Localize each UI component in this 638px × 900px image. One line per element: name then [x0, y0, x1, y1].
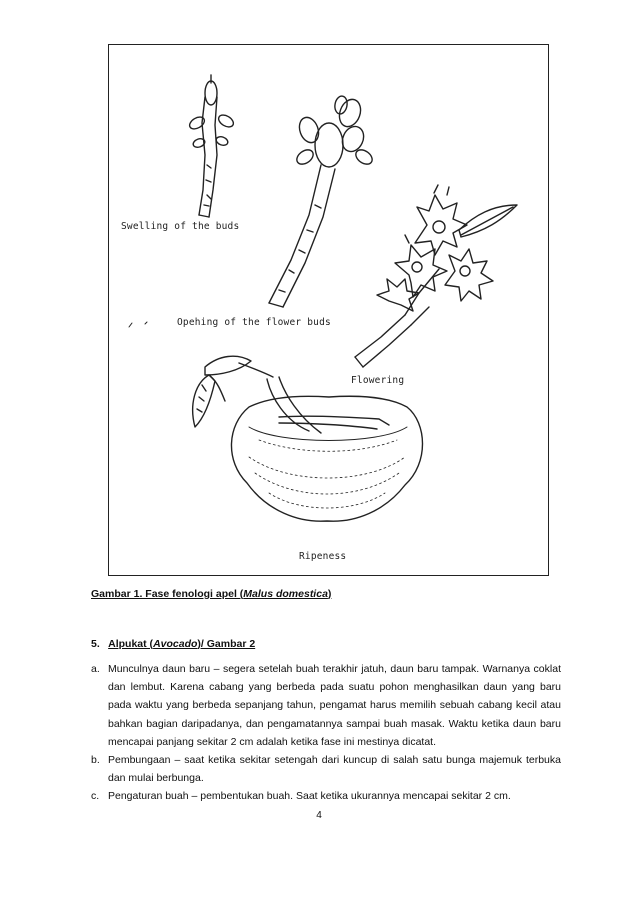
- opening-buds-drawing: [269, 95, 375, 307]
- figure-frame: [108, 44, 549, 576]
- list-item: [91, 751, 561, 787]
- list-item: [91, 787, 561, 805]
- swelling-buds-drawing: [188, 75, 236, 217]
- flowering-drawing: [355, 185, 517, 367]
- apple-phenology-illustration: [109, 45, 550, 577]
- list-text: Pembungaan – saat ketika sekitar setengah dari kuncup di salah satu bunga majemuk terbuka dan mulai berbunga.: [108, 754, 561, 785]
- label-swelling: Swelling of the buds: [121, 221, 240, 232]
- label-ripeness: Ripeness: [299, 551, 347, 562]
- label-opening: Opehing of the flower buds: [177, 317, 331, 328]
- phase-list: [91, 660, 561, 806]
- list-letter: a.: [91, 663, 100, 675]
- list-letter: b.: [91, 754, 100, 767]
- section-heading: 5. Alpukat (Avocado)/ Gambar 2: [91, 638, 256, 650]
- label-flowering: Flowering: [351, 375, 405, 386]
- page-number: 4: [316, 810, 322, 821]
- list-letter: c.: [91, 790, 100, 803]
- list-item: [91, 660, 561, 751]
- list-text: Munculnya daun baru – segera setelah buah terakhir jatuh, daun baru tampak. Warnanya coklat dan lembut. Karena cabang yang berbeda pada suatu pohon menghasilkan daun yang baru pada waktu yang berbeda sepanjang tahun, pengamat harus memilih sebuah cabang kecil atau bahkan bagian daripadanya, dan pengamatannya sampai buah masak. Waktu ketika daun baru mencapai panjang sekitar 2 cm adalah ketika fase ini mestinya dicatat.: [108, 663, 561, 748]
- section-number: 5.: [91, 638, 100, 650]
- figure-caption: Gambar 1. Fase fenologi apel (Malus domestica): [91, 588, 332, 600]
- list-text: Pengaturan buah – pembentukan buah. Saat ketika ukurannya mencapai sekitar 2 cm.: [108, 790, 511, 803]
